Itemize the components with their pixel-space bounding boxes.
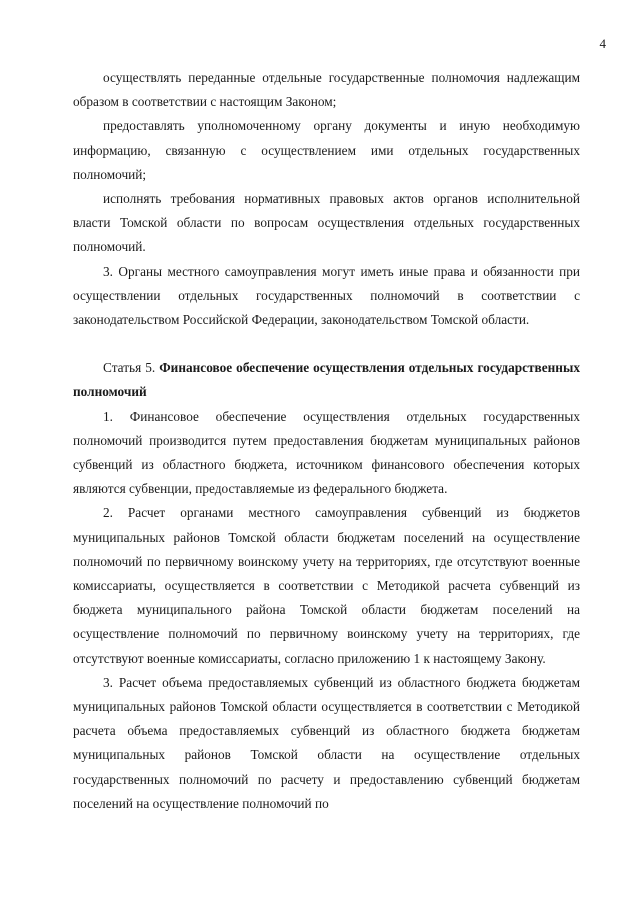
paragraph: 2. Расчет органами местного самоуправления субвенций из бюджетов муниципальных районов Томской области бюджетам поселений на осуществление полномочий по первичному воинскому учету на территориях, где отсутствуют военные комиссариаты, осуществляется в соответствии с Методикой расчета субвенций из бюджета муниципального района Томской области бюджетам поселений на осуществление полномочий по первичному воинскому учету на территориях, где отсутствуют военные комиссариаты, согласно приложению 1 к настоящему Закону. — [73, 505, 580, 666]
article-label: Статья 5. — [103, 360, 156, 376]
paragraph: предоставлять уполномоченному органу документы и иную необходимую информацию, связанную с осуществлением ими отдельных государственных полномочий; — [73, 118, 580, 182]
paragraph: 3. Органы местного самоуправления могут иметь иные права и обязанности при осуществлении отдельных государственных полномочий в соответствии с законодательством Российской Федерации, законодательством Томской области. — [73, 263, 580, 328]
paragraph: осуществлять переданные отдельные государственные полномочия надлежащим образом в соответствии с настоящим Законом; — [73, 70, 580, 110]
paragraph: 3. Расчет объема предоставляемых субвенций из областного бюджета бюджетам муниципальных районов Томской области осуществляется в соответствии с Методикой расчета объема предоставляемых субвенций из областного бюджета бюджетам муниципальных районов Томской области на осуществление отдельных государственных полномочий по расчету и предоставлению субвенций бюджетам поселений на осуществление полномочий по — [73, 674, 580, 811]
article-title: Финансовое обеспечение осуществления отдельных государственных полномочий — [73, 360, 580, 400]
document-body — [73, 66, 580, 816]
article-heading — [73, 356, 580, 404]
paragraph: 1. Финансовое обеспечение осуществления отдельных государственных полномочий производится путем предоставления бюджетам муниципальных районов субвенций из областного бюджета, источником финансового обеспечения которых являются субвенции, предоставляемые из федерального бюджета. — [73, 408, 580, 497]
page-number: 4 — [599, 36, 606, 51]
paragraph: исполнять требования нормативных правовых актов органов исполнительной власти Томской области по вопросам осуществления отдельных государственных полномочий. — [73, 191, 580, 255]
